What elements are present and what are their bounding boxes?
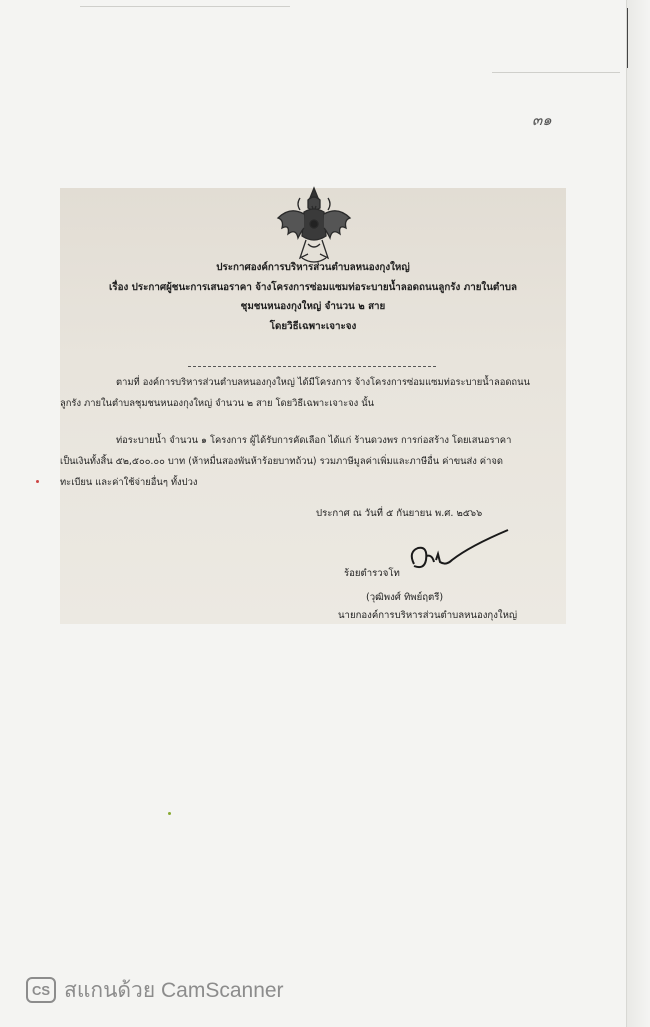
scan-speck xyxy=(36,480,39,483)
camscanner-logo-icon: CS xyxy=(26,977,56,1003)
bleed-line xyxy=(80,6,290,7)
paragraph2-line2: เป็นเงินทั้งสิ้น ๕๒,๕๐๐.๐๐ บาท (ห้าหมื่นสองพันห้าร้อยบาทถ้วน) รวมภาษีมูลค่าเพิ่มและภาษีอื่น ค่าขนส่ง ค่าจด xyxy=(60,456,503,467)
paragraph2-line3: ทะเบียน และค่าใช้จ่ายอื่นๆ ทั้งปวง xyxy=(60,477,198,488)
separator-line xyxy=(188,366,436,367)
title-line-3: ชุมชนหนองกุงใหญ่ จำนวน ๒ สาย xyxy=(240,301,386,312)
title-line-1: ประกาศองค์การบริหารส่วนตำบลหนองกุงใหญ่ xyxy=(216,262,410,273)
title-line-2: เรื่อง ประกาศผู้ชนะการเสนอราคา จ้างโครงการซ่อมแซมท่อระบายน้ำลอดถนนลูกรัง ภายในตำบล xyxy=(108,281,517,293)
signatory-position: นายกองค์การบริหารส่วนตำบลหนองกุงใหญ่ xyxy=(338,610,518,621)
announcement-document xyxy=(60,188,566,624)
paragraph1-line1: ตามที่ องค์การบริหารส่วนตำบลหนองกุงใหญ่ ได้มีโครงการ จ้างโครงการซ่อมแซมท่อระบายน้ำลอดถนน xyxy=(116,377,530,388)
bleed-line xyxy=(492,72,620,73)
camscanner-watermark xyxy=(26,972,284,1008)
title-line-4: โดยวิธีเฉพาะเจาะจง xyxy=(269,320,357,332)
announcement-title xyxy=(60,258,566,336)
adjacent-page-edge xyxy=(626,0,650,1027)
page-number: ๓๑ xyxy=(532,111,552,129)
watermark-text: สแกนด้วย CamScanner xyxy=(64,978,284,1002)
signatory-rank: ร้อยตำรวจโท xyxy=(344,568,400,579)
paragraph2-line1: ท่อระบายน้ำ จำนวน ๑ โครงการ ผู้ได้รับการคัดเลือก ได้แก่ ร้านดวงพร การก่อสร้าง โดยเสนอราคา xyxy=(116,435,512,446)
paragraph-award xyxy=(60,430,546,493)
announcement-date: ประกาศ ณ วันที่ ๕ กันยายน พ.ศ. ๒๕๖๖ xyxy=(316,508,483,519)
handwritten-signature xyxy=(400,526,510,586)
signatory-name: (วุฒิพงศ์ ทิพย์ฤตรี) xyxy=(366,592,444,603)
paragraph1-line2: ลูกรัง ภายในตำบลชุมชนหนองกุงใหญ่ จำนวน ๒ สาย โดยวิธีเฉพาะเจาะจง นั้น xyxy=(60,398,375,409)
scan-speck xyxy=(168,812,171,815)
paragraph-background xyxy=(60,372,546,414)
